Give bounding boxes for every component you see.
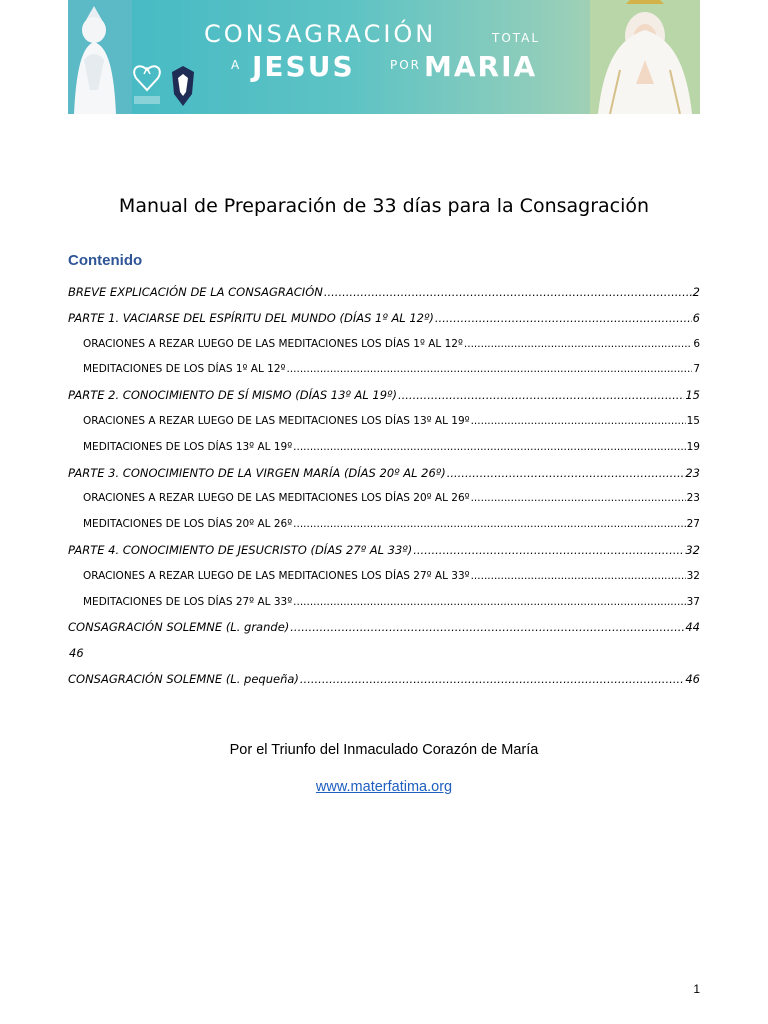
virgin-statue-right-image bbox=[590, 0, 700, 114]
toc-dot-leader bbox=[471, 564, 686, 590]
toc-entry-text: PARTE 2. CONOCIMIENTO DE SÍ MISMO (DÍAS 13º AL 19º) bbox=[68, 388, 397, 403]
toc-entry-page: 27 bbox=[686, 518, 700, 531]
toc-entry-page: 2 bbox=[692, 285, 700, 299]
banner-title-por: POR bbox=[390, 58, 422, 72]
toc-stray-page-number bbox=[68, 641, 700, 667]
banner-title-consagracion: CONSAGRACIÓN bbox=[204, 20, 437, 48]
toc-entry-page: 15 bbox=[685, 388, 700, 403]
toc-entry-page: 6 bbox=[693, 337, 700, 350]
toc-entry-section[interactable] bbox=[68, 667, 700, 693]
toc-entry-text: ORACIONES A REZAR LUEGO DE LAS MEDITACIONES LOS DÍAS 13º AL 19º bbox=[83, 414, 470, 427]
toc-entry-page: 44 bbox=[685, 620, 700, 635]
toc-entry-section[interactable] bbox=[68, 306, 700, 332]
header-banner bbox=[68, 0, 700, 114]
toc-entry-subsection[interactable] bbox=[68, 486, 700, 512]
toc-dot-leader bbox=[464, 332, 692, 358]
toc-entry-text: MEDITACIONES DE LOS DÍAS 20º AL 26º bbox=[83, 518, 293, 531]
toc-entry-page: 6 bbox=[692, 310, 700, 325]
document-title: Manual de Preparación de 33 días para la Consagración bbox=[118, 195, 650, 217]
toc-entry-page: 46 bbox=[685, 671, 700, 686]
toc-entry-text: CONSAGRACIÓN SOLEMNE (L. pequeña) bbox=[68, 671, 299, 686]
banner-title-jesus: JESUS bbox=[252, 50, 355, 83]
toc-entry-section[interactable] bbox=[68, 461, 700, 487]
toc-entry-text: ORACIONES A REZAR LUEGO DE LAS MEDITACIONES LOS DÍAS 27º AL 33º bbox=[83, 569, 470, 582]
toc-entry-subsection[interactable] bbox=[68, 357, 700, 383]
banner-title-a: A bbox=[231, 58, 242, 72]
toc-entry-text: MEDITACIONES DE LOS DÍAS 13º AL 19º bbox=[83, 440, 293, 453]
virgin-statue-left-image bbox=[68, 0, 132, 114]
toc-entry-subsection[interactable] bbox=[68, 435, 700, 461]
toc-entry-subsection[interactable] bbox=[68, 564, 700, 590]
toc-dot-leader bbox=[300, 667, 684, 693]
table-of-contents bbox=[68, 280, 700, 693]
toc-entry-page: 37 bbox=[686, 595, 700, 608]
toc-entry-section[interactable] bbox=[68, 538, 700, 564]
toc-dot-leader bbox=[435, 306, 692, 332]
toc-entry-text: 46 bbox=[69, 646, 84, 661]
toc-entry-text: PARTE 4. CONOCIMIENTO DE JESUCRISTO (DÍAS 27º AL 33º) bbox=[68, 542, 413, 557]
toc-entry-page: 23 bbox=[685, 465, 700, 480]
toc-entry-text: MEDITACIONES DE LOS DÍAS 27º AL 33º bbox=[83, 595, 293, 608]
toc-dot-leader bbox=[290, 615, 684, 641]
toc-entry-page: 15 bbox=[686, 414, 700, 427]
banner-title-maria: MARIA bbox=[424, 50, 538, 83]
dedication-text: Por el Triunfo del Inmaculado Corazón de María bbox=[229, 742, 539, 758]
toc-entry-subsection[interactable] bbox=[68, 409, 700, 435]
page-number: 1 bbox=[693, 982, 700, 996]
toc-entry-subsection[interactable] bbox=[68, 590, 700, 616]
toc-dot-leader bbox=[293, 590, 685, 616]
toc-entry-text: CONSAGRACIÓN SOLEMNE (L. grande) bbox=[68, 620, 290, 635]
toc-entry-section[interactable] bbox=[68, 615, 700, 641]
toc-dot-leader bbox=[447, 461, 685, 487]
toc-dot-leader bbox=[293, 435, 685, 461]
banner-title-total: TOTAL bbox=[492, 31, 541, 45]
toc-dot-leader bbox=[471, 486, 686, 512]
toc-entry-page: 23 bbox=[686, 492, 700, 505]
toc-entry-page: 32 bbox=[685, 542, 700, 557]
toc-entry-text: BREVE EXPLICACIÓN DE LA CONSAGRACIÓN bbox=[68, 285, 323, 299]
website-link[interactable]: www.materfatima.org bbox=[315, 779, 453, 795]
shield-emblem-icon bbox=[170, 64, 196, 108]
toc-entry-section[interactable] bbox=[68, 280, 700, 306]
toc-entry-page: 7 bbox=[693, 363, 700, 376]
toc-entry-section[interactable] bbox=[68, 383, 700, 409]
toc-entry-subsection[interactable] bbox=[68, 332, 700, 358]
toc-entry-text: ORACIONES A REZAR LUEGO DE LAS MEDITACIONES LOS DÍAS 1º AL 12º bbox=[83, 337, 463, 350]
mater-fatima-logo bbox=[130, 62, 164, 108]
toc-entry-text: PARTE 3. CONOCIMIENTO DE LA VIRGEN MARÍA (DÍAS 20º AL 26º) bbox=[68, 465, 446, 480]
toc-entry-text: MEDITACIONES DE LOS DÍAS 1º AL 12º bbox=[83, 363, 286, 376]
toc-dot-leader bbox=[293, 512, 685, 538]
toc-dot-leader bbox=[286, 357, 692, 383]
toc-dot-leader bbox=[413, 538, 684, 564]
toc-entry-text: ORACIONES A REZAR LUEGO DE LAS MEDITACIONES LOS DÍAS 20º AL 26º bbox=[83, 492, 470, 505]
toc-dot-leader bbox=[324, 280, 692, 306]
toc-entry-page: 19 bbox=[686, 440, 700, 453]
toc-entry-text: PARTE 1. VACIARSE DEL ESPÍRITU DEL MUNDO (DÍAS 1º AL 12º) bbox=[68, 310, 434, 325]
toc-entry-page: 32 bbox=[686, 569, 700, 582]
toc-dot-leader bbox=[398, 383, 684, 409]
toc-entry-subsection[interactable] bbox=[68, 512, 700, 538]
toc-dot-leader bbox=[471, 409, 686, 435]
toc-heading: Contenido bbox=[68, 252, 143, 269]
